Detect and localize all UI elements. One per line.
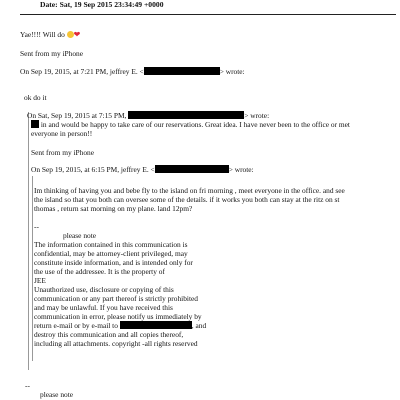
message-text: everyone in person!! <box>31 129 93 138</box>
redacted-name <box>31 120 39 128</box>
disclaimer-line: including all attachments. copyright -all rights reserved <box>34 339 198 348</box>
disclaimer-email-suffix: , and <box>191 321 207 330</box>
signature-separator: -- <box>34 222 39 231</box>
quote-header-suffix: > wrote: <box>228 165 254 174</box>
disclaimer-line: JEE <box>34 276 46 285</box>
quote-header-suffix: > wrote: <box>219 67 245 76</box>
disclaimer-line: Unauthorized use, disclosure or copying of this <box>34 285 174 294</box>
message-text <box>31 120 350 129</box>
email-header <box>0 0 400 10</box>
redacted-email <box>120 321 192 329</box>
signature: Sent from my iPhone <box>31 148 95 157</box>
quote-header <box>20 67 245 76</box>
header-divider <box>20 14 396 15</box>
message-text: Yae!!!! Will do <box>20 30 65 39</box>
red-heart-icon: ❤ <box>73 30 81 39</box>
message-text: the island so that you both can oversee some of the details. if it works you both can stay at the ritz on st <box>34 195 340 204</box>
message-text: thomas , return sat morning on my plane. land 12pm? <box>34 204 193 213</box>
quote-header <box>27 111 269 120</box>
quote-header-prefix: On Sep 19, 2015, at 6:15 PM, jeffrey E. < <box>31 165 155 174</box>
signature: Sent from my iPhone <box>20 49 84 58</box>
message-body <box>20 30 80 40</box>
disclaimer-line <box>34 321 206 330</box>
signature-separator: -- <box>25 381 30 390</box>
redacted-email <box>155 165 229 173</box>
message-text-line: in and would be happy to take care of our reservations. Great idea. I have never been to the office or met <box>40 120 350 129</box>
disclaimer-line: communication in error, please notify us immediately by <box>34 312 202 321</box>
disclaimer-title: please note <box>63 231 97 240</box>
quote-header <box>31 165 254 174</box>
disclaimer-line: the use of the addressee. It is the property of <box>34 267 165 276</box>
message-body: ok do it <box>24 93 47 102</box>
redacted-email <box>144 67 220 75</box>
quote-header-suffix: > wrote: <box>244 111 270 120</box>
redacted-name <box>128 111 244 119</box>
disclaimer-line: and may be unlawful. If you have received this <box>34 303 173 312</box>
footer-title: please note <box>40 390 74 399</box>
disclaimer-line: The information contained in this communication is <box>34 240 188 249</box>
quote-header-prefix: On Sat, Sep 19, 2015 at 7:15 PM, <box>27 111 127 120</box>
disclaimer-line: destroy this communication and all copies thereof, <box>34 330 184 339</box>
email-date: Date: Sat, 19 Sep 2015 23:34:49 +0000 <box>40 0 164 9</box>
disclaimer-line: communication or any part thereof is strictly prohibited <box>34 294 198 303</box>
message-text: Im thinking of having you and bebe fly to the island on fri morning , meet everyone in the office. and see <box>34 186 345 195</box>
disclaimer-line: confidential, may be attorney-client privileged, may <box>34 249 188 258</box>
disclaimer-email-prefix: return e-mail or by e-mail to <box>34 321 118 330</box>
quote-header-prefix: On Sep 19, 2015, at 7:21 PM, jeffrey E. < <box>20 67 144 76</box>
smiling-face-icon <box>67 31 74 38</box>
quote-bar <box>32 176 33 361</box>
quote-bar <box>28 112 29 370</box>
disclaimer-line: constitute inside information, and is intended only for <box>34 258 193 267</box>
